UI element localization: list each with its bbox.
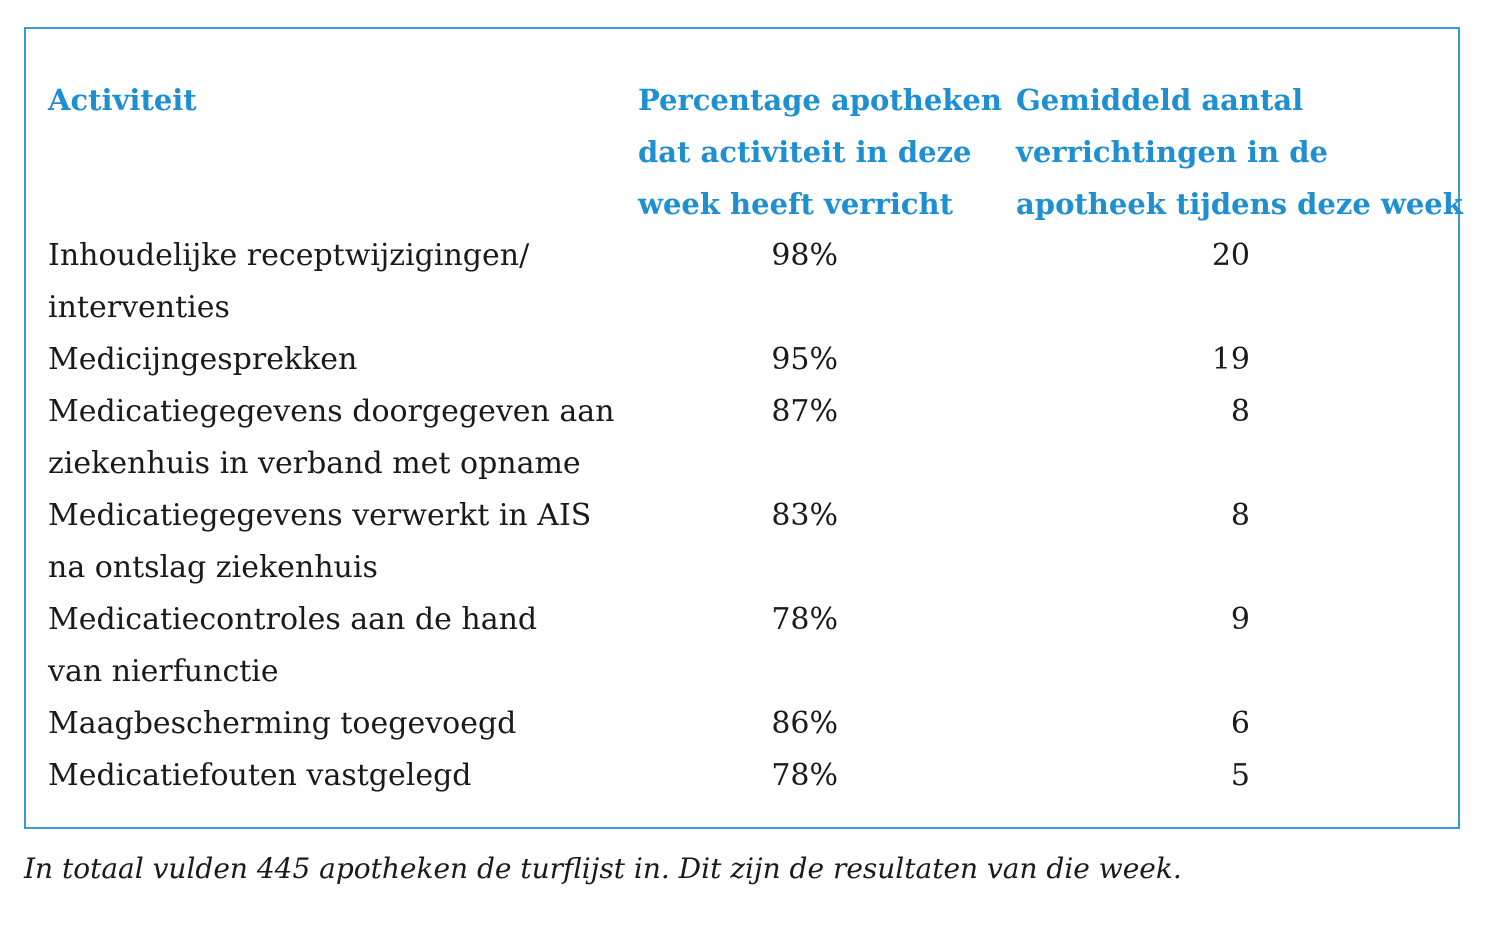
row-percentage: 86% (771, 706, 838, 741)
header-average: Gemiddeld aantal verrichtingen in de apotheek tijdens deze week (1016, 83, 1463, 221)
table-row (26, 386, 1458, 490)
table-row (26, 750, 1458, 802)
row-activity: Medicatiegegevens verwerkt in AIS na ontslag ziekenhuis (48, 498, 592, 585)
row-average: 19 (1211, 342, 1250, 377)
table-body (26, 230, 1458, 802)
table-header (26, 74, 1463, 234)
row-activity: Medicijngesprekken (48, 342, 358, 377)
row-percentage: 95% (771, 342, 838, 377)
row-average: 8 (1230, 498, 1250, 533)
header-activity: Activiteit (48, 83, 197, 117)
table-row (26, 230, 1458, 334)
table-row (26, 490, 1458, 594)
table-row (26, 594, 1458, 698)
row-average: 8 (1230, 394, 1250, 429)
row-activity: Maagbescherming toegevoegd (48, 706, 517, 741)
header-percentage: Percentage apotheken dat activiteit in deze week heeft verricht (638, 83, 1002, 221)
table-row (26, 698, 1458, 750)
row-percentage: 87% (771, 394, 838, 429)
row-average: 5 (1230, 758, 1250, 793)
row-percentage: 78% (771, 602, 838, 637)
table-row (26, 334, 1458, 386)
row-average: 20 (1211, 238, 1250, 273)
row-activity: Medicatiefouten vastgelegd (48, 758, 472, 793)
row-activity: Inhoudelijke receptwijzigingen/ interventies (48, 238, 530, 325)
row-average: 6 (1230, 706, 1250, 741)
row-activity: Medicatiegegevens doorgegeven aan ziekenhuis in verband met opname (48, 394, 615, 481)
row-percentage: 98% (771, 238, 838, 273)
row-average: 9 (1230, 602, 1250, 637)
row-activity: Medicatiecontroles aan de hand van nierfunctie (48, 602, 538, 689)
table-caption: In totaal vulden 445 apotheken de turflijst in. Dit zijn de resultaten van die week. (24, 852, 1182, 885)
results-table (24, 27, 1463, 829)
row-percentage: 83% (771, 498, 838, 533)
row-percentage: 78% (771, 758, 838, 793)
